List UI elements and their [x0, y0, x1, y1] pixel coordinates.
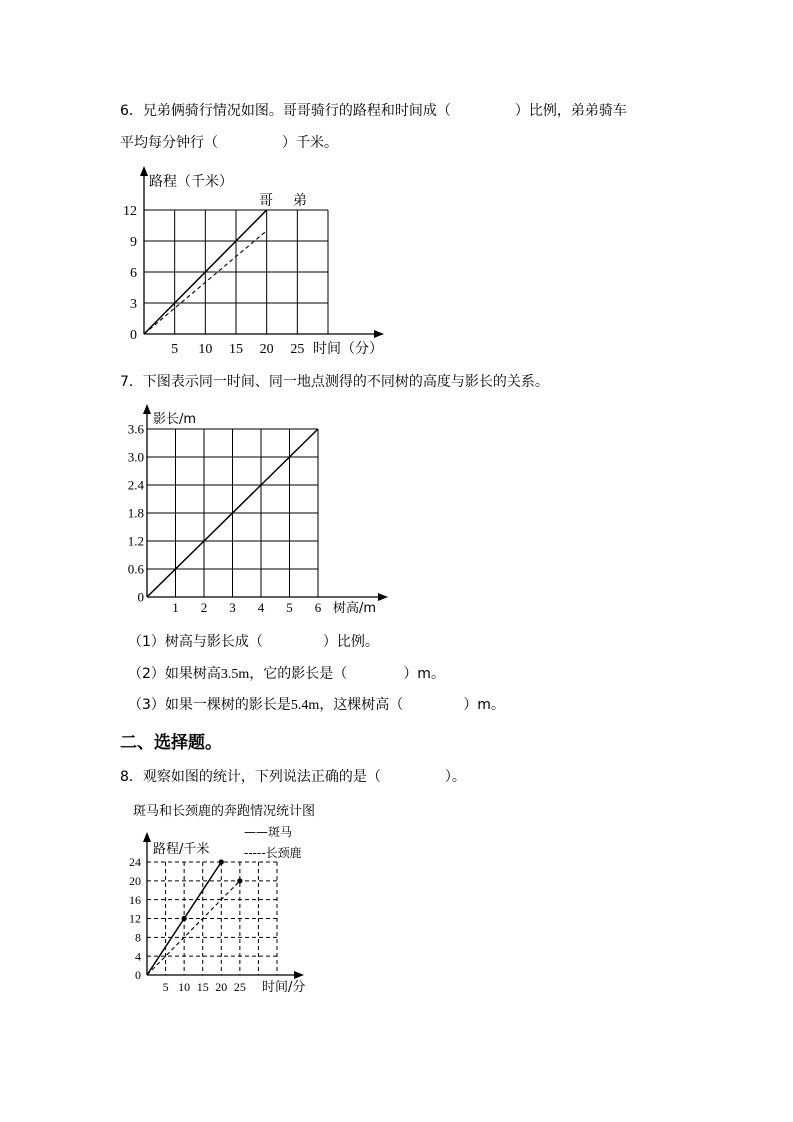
- x-tick-label: 2: [200, 600, 208, 615]
- legend-entry: -----长颈鹿: [244, 846, 302, 860]
- y-tick-label: 2.4: [127, 477, 144, 493]
- q6-line2-text-a: 平均每分钟行（: [120, 135, 218, 151]
- x-tick-label: 10: [178, 980, 191, 994]
- series-label: 哥: [259, 193, 273, 209]
- y-tick-label: 0.6: [127, 561, 144, 577]
- x-tick-label: 5: [162, 980, 169, 994]
- x-axis-label: 时间（分）: [313, 341, 383, 357]
- y-axis-label: 影长/m: [153, 412, 197, 427]
- y-tick-label: 3.6: [127, 421, 144, 437]
- x-tick-label: 25: [233, 980, 246, 994]
- x-tick-label: 6: [314, 600, 322, 615]
- q8-stem-end: ）。: [444, 769, 466, 785]
- q6-line1-text-b: ）比例，弟弟骑车: [514, 103, 627, 119]
- data-point: [219, 859, 224, 864]
- x-tick-label: 1: [172, 600, 179, 615]
- y-axis-label: 路程/千米: [153, 842, 210, 857]
- q7-sub3-text-b: ，这棵树高（: [319, 697, 404, 713]
- q7-sub2-text-c: ）m。: [403, 666, 445, 682]
- x-axis-label: 时间/分: [262, 980, 306, 995]
- data-point: [237, 878, 242, 883]
- x-tick-label: 15: [229, 342, 243, 357]
- q7-sub2-text-b: ，它的影长是（: [249, 666, 348, 682]
- q7-sub3-text-a: （3）如果一棵树的影长是: [128, 697, 291, 713]
- q6-line1-text-a: 6．兄弟俩骑行情况如图。哥哥骑行的路程和时间成（: [120, 103, 451, 119]
- y-axis-label: 路程（千米）: [149, 174, 233, 190]
- q7-sub2-number: 3.5m: [220, 667, 250, 682]
- y-tick-label: 1.2: [127, 533, 144, 549]
- y-tick-label: 20: [129, 874, 141, 889]
- x-tick-label: 25: [290, 342, 305, 357]
- chart-title: 斑马和长颈鹿的奔跑情况统计图: [133, 804, 316, 819]
- series-line: [147, 881, 240, 975]
- series-label: 弟: [293, 193, 307, 209]
- x-axis-label: 树高/m: [333, 601, 377, 616]
- q7-sub1-text-a: （1）树高与影长成（: [128, 634, 263, 650]
- x-tick-label: 5: [171, 342, 179, 357]
- y-tick-label: 1.8: [127, 505, 144, 521]
- y-axis-arrow: [143, 832, 151, 842]
- y-tick-label: 3.0: [127, 449, 144, 465]
- section-title: 二、选择题。: [120, 733, 222, 753]
- y-tick-label: 6: [130, 265, 137, 281]
- x-tick-label: 4: [257, 600, 265, 615]
- y-tick-label: 24: [129, 855, 141, 870]
- q6-line2-text-b: ）千米。: [282, 135, 338, 151]
- x-tick-label: 15: [196, 980, 209, 994]
- q7-sub3-number: 5.4m: [290, 698, 320, 713]
- x-tick-label: 5: [286, 600, 293, 615]
- y-tick-label: 8: [135, 930, 141, 945]
- y-tick-label: 4: [135, 949, 141, 964]
- x-tick-label: 3: [229, 600, 236, 615]
- y-tick-label: 0: [135, 968, 141, 983]
- q7-sub1-text-b: ）比例。: [322, 634, 379, 650]
- x-axis-arrow: [294, 971, 304, 979]
- x-tick-label: 20: [259, 342, 274, 357]
- q7-sub3-text-c: ）m。: [463, 697, 505, 713]
- x-tick-label: 20: [215, 980, 228, 994]
- q7-stem: 7．下图表示同一时间、同一地点测得的不同树的高度与影长的关系。: [120, 374, 549, 390]
- y-tick-label: 9: [130, 234, 137, 250]
- y-tick-label: 0: [130, 327, 137, 343]
- q7-sub2-text-a: （2）如果树高: [128, 666, 221, 682]
- y-tick-label: 3: [130, 296, 137, 312]
- y-tick-label: 12: [123, 203, 137, 219]
- data-point: [182, 916, 187, 921]
- y-tick-label: 12: [129, 911, 141, 926]
- q8-stem-text: 8．观察如图的统计，下列说法正确的是（: [120, 769, 381, 785]
- y-tick-label: 16: [129, 892, 141, 907]
- y-tick-label: 0: [137, 589, 144, 605]
- legend-entry: ——斑马: [244, 825, 293, 839]
- x-tick-label: 10: [198, 342, 213, 357]
